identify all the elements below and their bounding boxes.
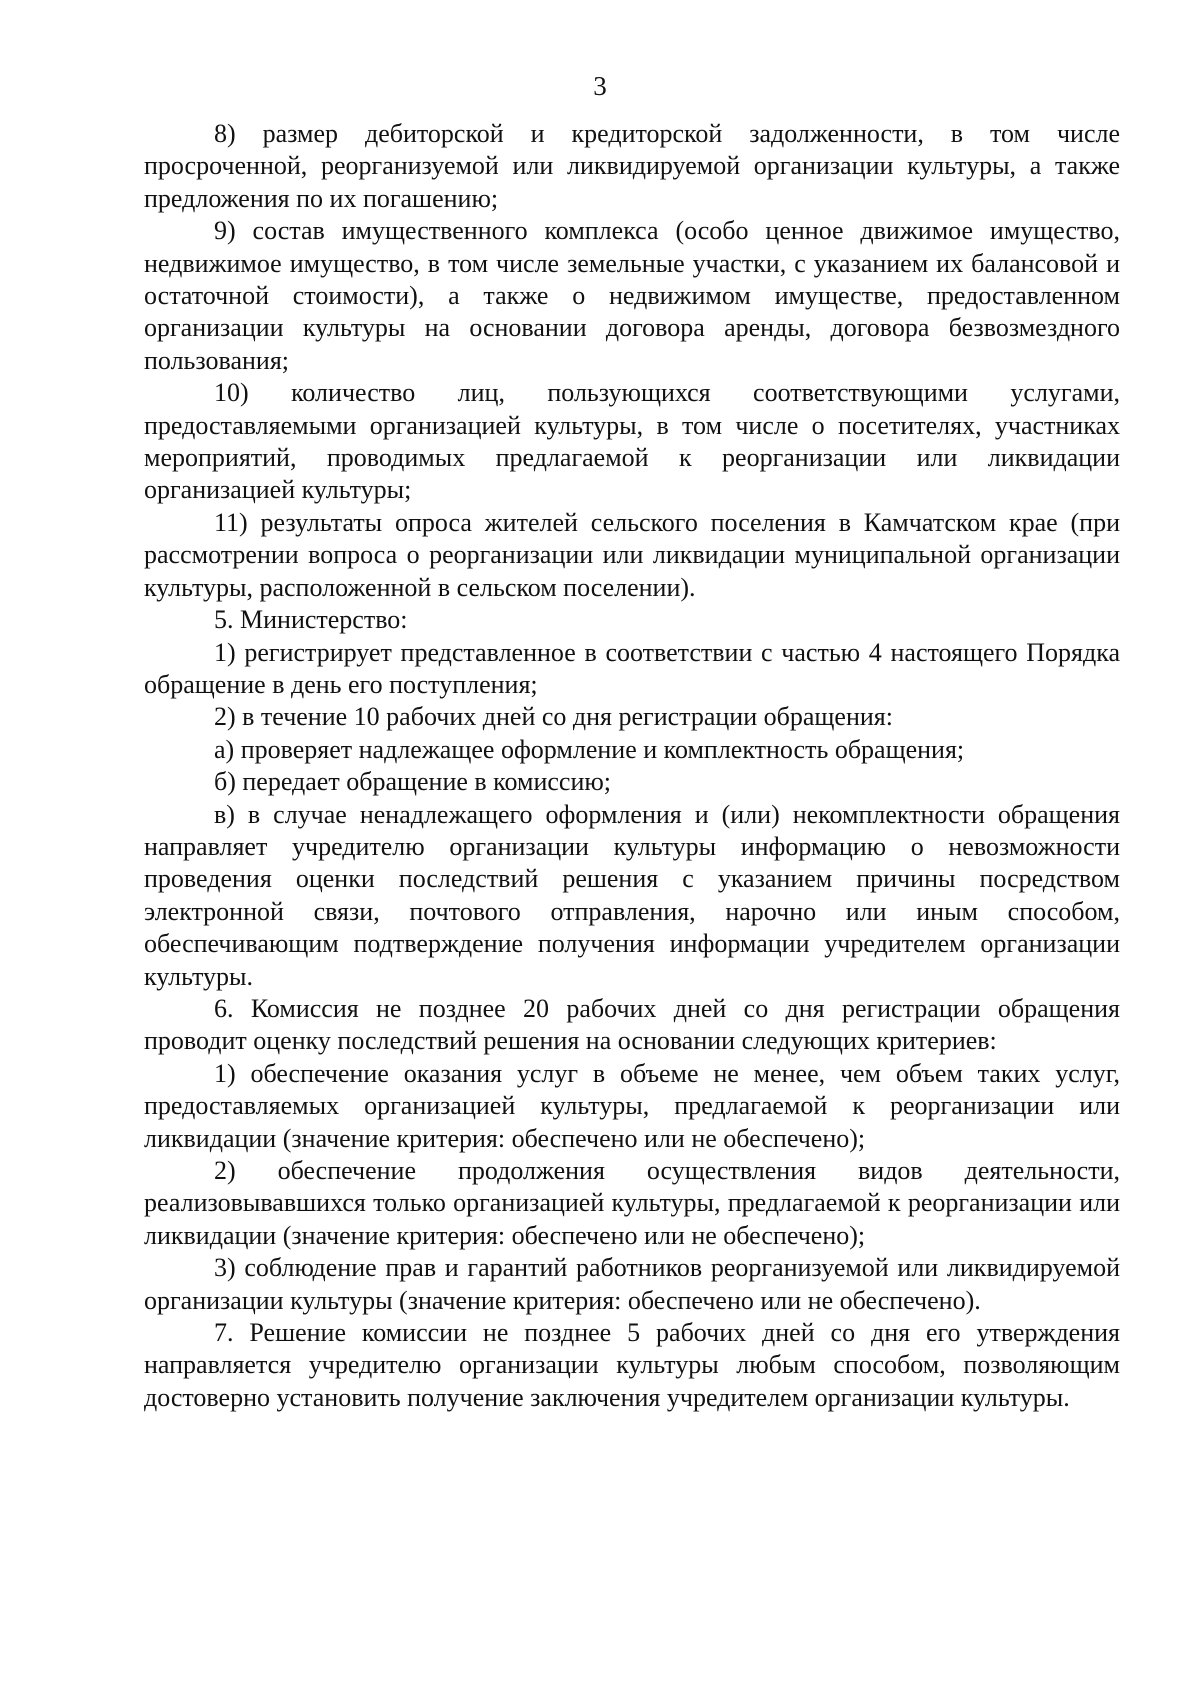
section-7-paragraph: 7. Решение комиссии не позднее 5 рабочих дней со дня его утверждения направляется учредителю организации культуры любым способом, позволяющим достоверно установить получение заключения учредителем организации культуры.	[144, 1318, 1120, 1412]
section-5-heading: 5. Министерство:	[214, 605, 408, 635]
section-5-subitem-b: б) передает обращение в комиссию;	[214, 767, 612, 797]
section-5-subitem-a: а) проверяет надлежащее оформление и комплектность обращения;	[214, 734, 965, 764]
section-6-criterion-2: 2) обеспечение продолжения осуществления видов деятельности, реализовывавшихся только организацией культуры, предлагаемой к реорганизации или ликвидации (значение критерия: обеспечено или не обеспечено);	[144, 1156, 1120, 1250]
section-6-paragraph: 6. Комиссия не позднее 20 рабочих дней со дня регистрации обращения проводит оценку последствий решения на основании следующих критериев:	[144, 993, 1120, 1056]
page-number: 3	[593, 71, 607, 101]
paragraph-item-9: 9) состав имущественного комплекса (особо ценное движимое имущество, недвижимое имущество, в том числе земельные участки, с указанием их балансовой и остаточной стоимости), а также о недвижимом имуществе, предоставленном организации культуры на основании договора аренды, договора безвозмездного пользования;	[144, 216, 1120, 375]
section-5-item-1: 1) регистрирует представленное в соответствии с частью 4 настоящего Порядка обращение в день его поступления;	[144, 637, 1120, 699]
section-5-item-2: 2) в течение 10 рабочих дней со дня регистрации обращения:	[214, 702, 893, 732]
document-body	[144, 118, 1120, 1414]
paragraph-item-11: 11) результаты опроса жителей сельского поселения в Камчатском крае (при рассмотрении вопроса о реорганизации или ликвидации муниципальной организации культуры, расположенной в сельском поселении).	[144, 507, 1120, 602]
paragraph-item-8: 8) размер дебиторской и кредиторской задолженности, в том числе просроченной, реорганизуемой или ликвидируемой организации культуры, а также предложения по их погашению;	[144, 119, 1120, 213]
section-6-criterion-1: 1) обеспечение оказания услуг в объеме не менее, чем объем таких услуг, предоставляемых организацией культуры, предлагаемой к реорганизации или ликвидации (значение критерия: обеспечено или не обеспечено);	[144, 1058, 1120, 1153]
section-5-subitem-v: в) в случае ненадлежащего оформления и (или) некомплектности обращения направляет учредителю организации культуры информацию о невозможности проведения оценки последствий решения с указанием причины посредством электронной связи, почтового отправления, нарочно или иным способом, обеспечивающим подтверждение получения информации учредителем организации культуры.	[144, 799, 1120, 991]
paragraph-item-10: 10) количество лиц, пользующихся соответствующими услугами, предоставляемыми организацией культуры, в том числе о посетителях, участниках мероприятий, проводимых предлагаемой к реорганизации или ликвидации организацией культуры;	[144, 378, 1120, 505]
section-6-criterion-3: 3) соблюдение прав и гарантий работников реорганизуемой или ликвидируемой организации культуры (значение критерия: обеспечено или не обеспечено).	[144, 1253, 1120, 1315]
